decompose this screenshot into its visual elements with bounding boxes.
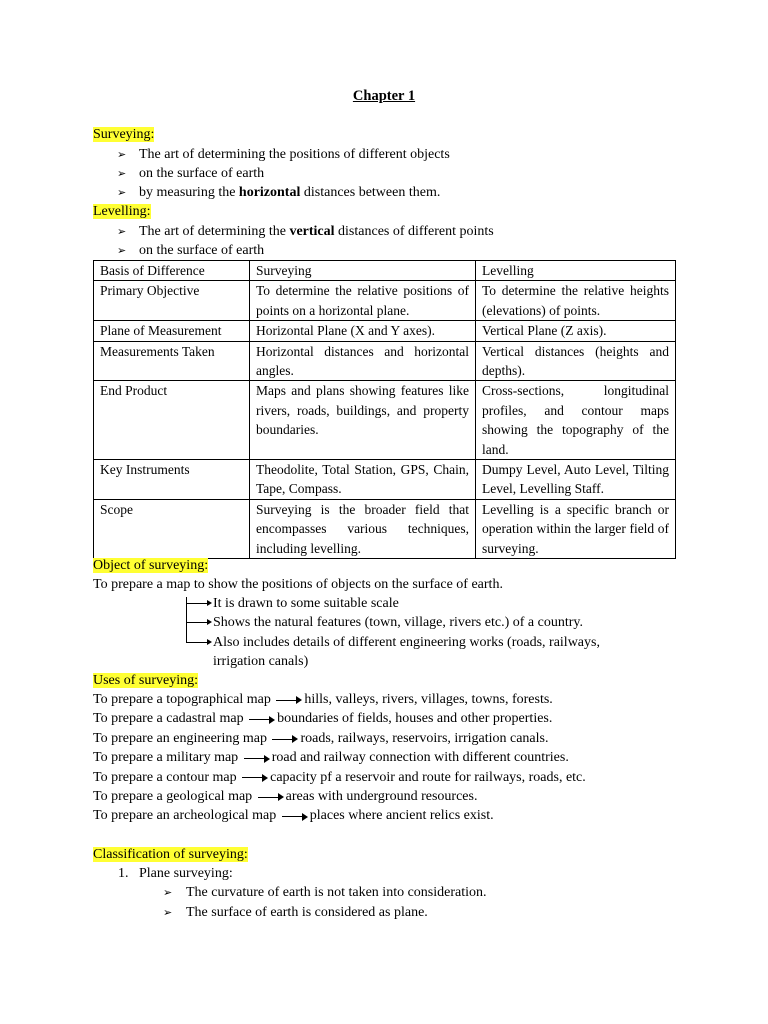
tree-connector-line [186,597,187,643]
surveying-heading-text: Surveying: [93,127,155,142]
object-points-tree [186,594,600,672]
table-row [94,341,676,381]
object-heading [93,556,208,575]
branch-arrow-icon [186,603,208,604]
table-cell: Key Instruments [94,460,250,500]
uses-heading [93,671,198,690]
table-cell: Horizontal distances and horizontal angles. [250,341,476,381]
levelling-heading [93,202,151,221]
list-item: ➢ on the surface of earth [117,241,494,260]
right-arrow-icon [242,772,268,782]
list-item: To prepare a geological map areas with underground resources. [93,789,478,805]
table-cell: End Product [94,381,250,460]
right-arrow-icon [249,714,275,724]
arrow-bullet-icon: ➢ [117,168,127,181]
table-cell: Scope [94,499,250,558]
tree-item: Also includes details of different engineering works (roads, railways, [186,633,600,652]
list-item: To prepare a topographical map hills, valleys, rivers, villages, towns, forests. [93,692,553,707]
table-header-cell: Basis of Difference [94,261,250,281]
table-header-row [94,261,676,281]
levelling-bullet-list [117,222,494,260]
list-item: To prepare a contour map capacity pf a reservoir and route for railways, roads, etc. [93,769,586,785]
table-cell: Plane of Measurement [94,321,250,341]
table-cell: Levelling is a specific branch or operation within the larger field of surveying. [476,499,676,558]
classification-heading [93,845,248,864]
chapter-title: Chapter 1 [352,88,416,104]
surveying-bullet-list [117,145,450,203]
object-intro: To prepare a map to show the positions of objects on the surface of earth. [93,577,503,592]
uses-heading-text: Uses of surveying: [93,673,198,688]
table-row [94,499,676,558]
emphasis: vertical [289,224,335,239]
item-label: Plane surveying: [139,866,233,881]
list-item: To prepare a military map road and railway connection with different countries. [93,750,569,766]
right-arrow-icon [272,734,298,744]
classification-bullet-list [163,883,487,923]
right-arrow-icon [282,811,308,821]
classification-heading-text: Classification of surveying: [93,847,248,862]
table-row [94,281,676,321]
table-cell: Measurements Taken [94,341,250,381]
table-cell: To determine the relative heights (elevations) of points. [476,281,676,321]
table-cell: Cross-sections, longitudinal profiles, and contour maps showing the topography of the land. [476,381,676,460]
list-item: To prepare an archeological map places where ancient relics exist. [93,808,494,824]
arrow-bullet-icon: ➢ [163,887,173,899]
branch-arrow-icon [186,622,208,623]
right-arrow-icon [276,695,302,705]
table-cell: Theodolite, Total Station, GPS, Chain, Tape, Compass. [250,460,476,500]
table-cell: To determine the relative positions of points on a horizontal plane. [250,281,476,321]
list-item: To prepare a cadastral map boundaries of fields, houses and other properties. [93,711,553,727]
right-arrow-icon [244,753,270,763]
table-cell: Vertical Plane (Z axis). [476,321,676,341]
arrow-bullet-icon: ➢ [163,907,173,919]
branch-arrow-icon [186,642,208,643]
arrow-bullet-icon: ➢ [117,245,127,258]
item-number: 1. [118,866,129,881]
table-cell: Vertical distances (heights and depths). [476,341,676,381]
emphasis: horizontal [238,185,301,201]
tree-item: It is drawn to some suitable scale [186,594,600,613]
tree-item: Shows the natural features (town, village, rivers etc.) of a country. [186,613,600,632]
uses-list [93,690,586,826]
tree-item-continuation: irrigation canals) [213,654,309,670]
arrow-bullet-icon: ➢ [117,187,127,200]
table-cell: Dumpy Level, Auto Level, Tilting Level, Levelling Staff. [476,460,676,500]
difference-table [93,260,676,559]
right-arrow-icon [258,792,284,802]
arrow-bullet-icon: ➢ [117,149,127,161]
list-item: ➢ The art of determining the positions of different objects [117,145,450,164]
table-cell: Maps and plans showing features like rivers, roads, buildings, and property boundaries. [250,381,476,460]
list-item: ➢ on the surface of earth [117,164,450,183]
numbered-item [118,864,233,883]
surveying-heading [93,125,154,144]
list-item: To prepare an engineering map roads, railways, reservoirs, irrigation canals. [93,730,549,746]
list-item: ➢ by measuring the horizontal distances between them. [117,183,450,202]
table-cell: Primary Objective [94,281,250,321]
object-heading-text: Object of surveying: [93,558,209,573]
table-header-cell: Levelling [476,261,676,281]
table-row [94,460,676,500]
table-row [94,381,676,460]
levelling-heading-text: Levelling: [93,204,151,219]
table-header-cell: Surveying [250,261,476,281]
arrow-bullet-icon: ➢ [117,226,127,238]
list-item: ➢ The surface of earth is considered as plane. [163,903,487,923]
table-cell: Horizontal Plane (X and Y axes). [250,321,476,341]
table-cell: Surveying is the broader field that encompasses various techniques, including levelling. [250,499,476,558]
list-item: ➢ The art of determining the vertical distances of different points [117,222,494,241]
list-item: ➢ The curvature of earth is not taken into consideration. [163,883,487,903]
table-row [94,321,676,341]
